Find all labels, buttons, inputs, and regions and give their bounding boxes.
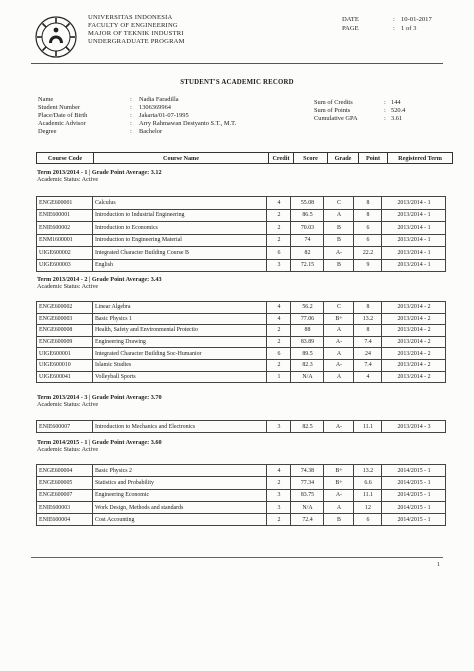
course-name: Engineering Drawing: [93, 336, 267, 348]
term-heading: [37, 439, 162, 454]
course-row: [37, 359, 446, 371]
grade: B+: [324, 313, 354, 325]
grade: A: [324, 501, 354, 513]
grade: A-: [324, 336, 354, 348]
credit-summary: [314, 99, 405, 123]
registered-term: 2013/2014 - 1: [382, 222, 446, 235]
course-code: ENIE600004: [37, 514, 93, 526]
course-code: ENIE600003: [37, 501, 93, 513]
credit: 4: [267, 197, 291, 210]
footer-divider: [31, 557, 443, 558]
course-name: Work Design, Methods and standards: [93, 501, 267, 513]
score: 72.4: [291, 514, 324, 526]
term-status: Academic Status: Active: [37, 401, 99, 409]
course-code: ENM1600001: [37, 234, 93, 247]
university-line: UNDERGRADUATE PROGRAM: [88, 38, 185, 46]
summary-row: [314, 115, 405, 123]
term-title: Term 2013/2014 - 1 | Grade Point Average: 3.12: [37, 169, 162, 176]
registered-term: 2013/2014 - 2: [382, 302, 446, 314]
term-title: Term 2013/2014 - 2 | Grade Point Average: 3.43: [37, 276, 162, 283]
grade: B: [324, 259, 354, 272]
course-code: UIGE600001: [37, 348, 93, 360]
info-value: 1306369964: [139, 104, 171, 112]
score: 82: [291, 247, 324, 260]
course-row: [37, 348, 446, 360]
info-label: Degree: [38, 128, 57, 136]
point: 12: [354, 501, 382, 513]
score: 77.06: [291, 313, 324, 325]
course-name: Integrated Character Building Course B: [93, 247, 267, 260]
credit: 3: [267, 259, 291, 272]
column-header: Course Name: [94, 153, 269, 164]
term-status: Academic Status: Active: [37, 446, 99, 454]
credit: 3: [267, 501, 291, 513]
point: 11.1: [354, 489, 382, 501]
info-label: Student Number: [38, 104, 81, 112]
term-title: Term 2014/2015 - 1 | Grade Point Average: 3.60: [37, 439, 162, 446]
summary-label: Sum of Points: [314, 106, 351, 114]
credit: 2: [267, 336, 291, 348]
point: 6: [354, 222, 382, 235]
course-name: Integrated Character Building Soc-Humanior: [93, 348, 267, 360]
grade: A: [324, 209, 354, 222]
registered-term: 2013/2014 - 2: [382, 348, 446, 360]
info-value: Bachelor: [139, 128, 163, 136]
course-row: [37, 313, 446, 325]
grade: C: [324, 197, 354, 210]
info-colon: :: [130, 96, 132, 103]
course-row: [37, 336, 446, 348]
registered-term: 2013/2014 - 2: [382, 325, 446, 337]
credit: 2: [267, 234, 291, 247]
column-header-table: [36, 152, 453, 164]
score: 89.5: [291, 348, 324, 360]
score: 74: [291, 234, 324, 247]
summary-label: Sum of Credits: [314, 99, 353, 106]
point: 8: [354, 302, 382, 314]
score: 55.08: [291, 197, 324, 210]
registered-term: 2013/2014 - 2: [382, 336, 446, 348]
registered-term: 2013/2014 - 3: [382, 421, 446, 433]
course-code: ENGE600002: [37, 302, 93, 314]
course-name: Health, Safety and Environmental Protectio: [93, 325, 267, 337]
course-row: [37, 259, 446, 272]
course-table: [36, 301, 446, 383]
info-value: Arry Rahmawan Destyanto S.T., M.T.: [139, 120, 237, 128]
point: 9: [354, 259, 382, 272]
credit: 2: [267, 325, 291, 337]
term-status: Academic Status: Active: [37, 176, 99, 184]
score: N/A: [291, 371, 324, 383]
info-label: Place/Date of Birth: [38, 112, 88, 120]
course-name: Statistics and Probability: [93, 477, 267, 489]
column-header-row: [37, 153, 453, 164]
info-colon: :: [130, 112, 132, 120]
point: 8: [354, 197, 382, 210]
course-name: English: [93, 259, 267, 272]
info-row: [38, 120, 236, 128]
header-divider: [31, 63, 443, 64]
registered-term: 2014/2015 - 1: [382, 465, 446, 477]
summary-label: Cumulative GPA: [314, 114, 358, 122]
summary-row: [314, 99, 405, 107]
summary-colon: :: [384, 106, 386, 114]
score: 86.5: [291, 209, 324, 222]
course-row: [37, 247, 446, 260]
course-row: [37, 514, 446, 526]
course-name: Engineering Economic: [93, 489, 267, 501]
document-meta: DATE : 10-01-2017 PAGE : 1 of 3: [342, 16, 432, 32]
score: 82.5: [291, 421, 324, 433]
credit: 4: [267, 465, 291, 477]
university-logo: [34, 15, 78, 59]
course-row: [37, 489, 446, 501]
course-code: ENGE600004: [37, 465, 93, 477]
course-code: ENGE600008: [37, 325, 93, 337]
course-name: Volleyball Sports: [93, 371, 267, 383]
registered-term: 2013/2014 - 1: [382, 209, 446, 222]
info-row: [38, 112, 236, 120]
term-heading: [37, 276, 162, 291]
info-colon: :: [130, 120, 132, 128]
course-name: Introduction to Economics: [93, 222, 267, 235]
course-code: ENGE600007: [37, 489, 93, 501]
summary-colon: :: [384, 114, 386, 122]
page-label: PAGE: [342, 25, 359, 32]
course-row: [37, 477, 446, 489]
course-row: [37, 501, 446, 513]
column-header: Point: [359, 153, 388, 164]
course-code: UIGE600003: [37, 259, 93, 272]
summary-row: [314, 107, 405, 115]
course-name: Calculus: [93, 197, 267, 210]
column-header: Grade: [328, 153, 359, 164]
term-status: Academic Status: Active: [37, 283, 99, 291]
column-header: Registered Term: [388, 153, 453, 164]
score: 83.75: [291, 489, 324, 501]
term-heading: [37, 169, 162, 184]
course-code: UIGE600010: [37, 359, 93, 371]
column-header: Course Code: [37, 153, 94, 164]
registered-term: 2014/2015 - 1: [382, 489, 446, 501]
term-heading: [37, 394, 162, 409]
registered-term: 2014/2015 - 1: [382, 477, 446, 489]
registered-term: 2013/2014 - 2: [382, 371, 446, 383]
credit: 4: [267, 313, 291, 325]
university-line: UNIVERSITAS INDONESIA: [88, 14, 173, 21]
course-code: ENGE600001: [37, 197, 93, 210]
registered-term: 2013/2014 - 2: [382, 359, 446, 371]
page-value: 1 of 3: [401, 25, 417, 32]
term-title: Term 2013/2014 - 3 | Grade Point Average: 3.70: [37, 394, 162, 401]
summary-colon: :: [384, 99, 386, 106]
grade: A: [324, 371, 354, 383]
credit: 2: [267, 514, 291, 526]
course-name: Cost Accounting: [93, 514, 267, 526]
university-line: FACULTY OF ENGINEERING: [88, 22, 178, 30]
info-colon: :: [130, 104, 132, 112]
course-name: Islamic Studies: [93, 359, 267, 371]
grade: A-: [324, 489, 354, 501]
credit: 2: [267, 359, 291, 371]
course-row: [37, 209, 446, 222]
info-row: [38, 104, 236, 112]
course-table: [36, 196, 446, 272]
grade: A: [324, 325, 354, 337]
info-row: [38, 128, 236, 136]
point: 7.4: [354, 336, 382, 348]
grade: A-: [324, 247, 354, 260]
course-code: UIGE600041: [37, 371, 93, 383]
score: 83.89: [291, 336, 324, 348]
info-label: Academic Advisor: [38, 120, 86, 128]
grade: B+: [324, 465, 354, 477]
info-value: Jakarta/01-07-1995: [139, 112, 189, 120]
course-code: ENGE600003: [37, 313, 93, 325]
score: 88: [291, 325, 324, 337]
grade: C: [324, 302, 354, 314]
point: 8: [354, 325, 382, 337]
grade: B: [324, 514, 354, 526]
point: 13.2: [354, 465, 382, 477]
registered-term: 2013/2014 - 1: [382, 197, 446, 210]
score: 77.34: [291, 477, 324, 489]
column-header: Credit: [269, 153, 294, 164]
course-code: ENIE600007: [37, 421, 93, 433]
course-name: Basic Physics 1: [93, 313, 267, 325]
course-row: [37, 421, 446, 433]
registered-term: 2013/2014 - 1: [382, 234, 446, 247]
page-number: 1: [437, 562, 440, 568]
registered-term: 2013/2014 - 2: [382, 313, 446, 325]
course-name: Basic Physics 2: [93, 465, 267, 477]
score: 82.3: [291, 359, 324, 371]
credit: 4: [267, 302, 291, 314]
info-label: Name: [38, 96, 54, 103]
point: 24: [354, 348, 382, 360]
point: 7.4: [354, 359, 382, 371]
course-table: [36, 420, 446, 433]
column-header: Score: [294, 153, 328, 164]
course-row: [37, 465, 446, 477]
course-code: ENIE600002: [37, 222, 93, 235]
registered-term: 2014/2015 - 1: [382, 501, 446, 513]
point: 6: [354, 234, 382, 247]
grade: A: [324, 348, 354, 360]
score: 56.2: [291, 302, 324, 314]
course-name: Introduction to Industrial Engineering: [93, 209, 267, 222]
course-table: [36, 464, 446, 526]
course-code: ENIE600001: [37, 209, 93, 222]
summary-value: 144: [391, 99, 401, 106]
score: 72.15: [291, 259, 324, 272]
course-code: ENGE600009: [37, 336, 93, 348]
registered-term: 2014/2015 - 1: [382, 514, 446, 526]
document-title: STUDENT'S ACADEMIC RECORD: [180, 79, 294, 86]
course-row: [37, 371, 446, 383]
course-row: [37, 197, 446, 210]
date-value: 10-01-2017: [401, 16, 432, 23]
info-colon: :: [130, 128, 132, 136]
course-code: UIGE600002: [37, 247, 93, 260]
course-row: [37, 234, 446, 247]
score: N/A: [291, 501, 324, 513]
credit: 6: [267, 348, 291, 360]
point: 4: [354, 371, 382, 383]
course-name: Introduction to Mechanics and Electronics: [93, 421, 267, 433]
point: 11.1: [354, 421, 382, 433]
info-row: [38, 96, 236, 104]
credit: 6: [267, 247, 291, 260]
info-value: Nadia Faradilla: [139, 96, 179, 103]
summary-value: 520.4: [391, 106, 406, 114]
date-label: DATE: [342, 16, 359, 23]
course-row: [37, 302, 446, 314]
course-row: [37, 325, 446, 337]
point: 22.2: [354, 247, 382, 260]
summary-value: 3.61: [391, 114, 403, 122]
registered-term: 2013/2014 - 1: [382, 247, 446, 260]
score: 74.38: [291, 465, 324, 477]
point: 6.6: [354, 477, 382, 489]
point: 8: [354, 209, 382, 222]
score: 70.03: [291, 222, 324, 235]
point: 6: [354, 514, 382, 526]
credit: 3: [267, 421, 291, 433]
course-row: [37, 222, 446, 235]
point: 13.2: [354, 313, 382, 325]
credit: 2: [267, 222, 291, 235]
course-code: ENGE600005: [37, 477, 93, 489]
credit: 3: [267, 489, 291, 501]
university-header: [88, 14, 185, 46]
student-info: [38, 96, 236, 136]
grade: A-: [324, 359, 354, 371]
course-name: Introduction to Engineering Material: [93, 234, 267, 247]
grade: B+: [324, 477, 354, 489]
registered-term: 2013/2014 - 1: [382, 259, 446, 272]
university-line: MAJOR OF TEKNIK INDUSTRI: [88, 30, 184, 38]
credit: 2: [267, 209, 291, 222]
grade: A-: [324, 421, 354, 433]
grade: B: [324, 234, 354, 247]
credit: 2: [267, 477, 291, 489]
credit: 1: [267, 371, 291, 383]
grade: B: [324, 222, 354, 235]
course-name: Linear Algebra: [93, 302, 267, 314]
